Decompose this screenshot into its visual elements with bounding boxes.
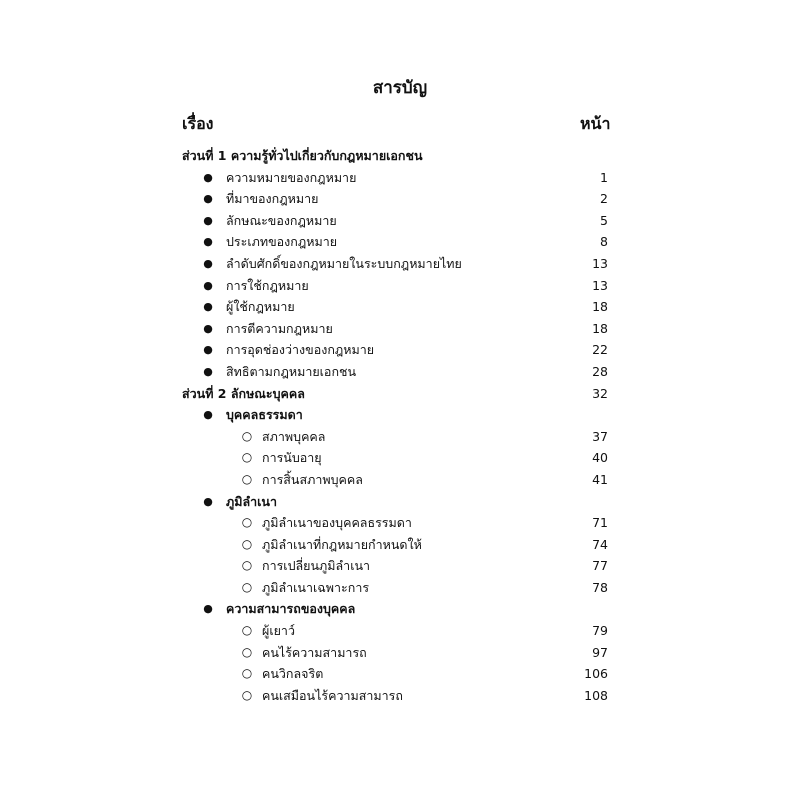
toc-entry-row (0, 598, 800, 620)
hollow-bullet-icon: ○ (241, 644, 253, 659)
filled-bullet-icon: ● (203, 408, 213, 422)
filled-bullet-icon: ● (203, 494, 213, 508)
hollow-bullet-icon: ○ (241, 471, 253, 486)
toc-page-number: 1 (600, 169, 608, 185)
toc-entry-label: คนไร้ความสามารถ (262, 644, 367, 660)
toc-entry-label: การอุดช่องว่างของกฎหมาย (226, 342, 375, 358)
filled-bullet-icon: ● (203, 192, 213, 206)
toc-list (0, 145, 800, 706)
toc-page-number: 8 (600, 234, 608, 250)
toc-entry-label: การเปลี่ยนภูมิลำเนา (262, 558, 371, 574)
toc-entry-row (0, 275, 800, 297)
hollow-bullet-icon: ○ (241, 687, 253, 702)
toc-entry-label: ผู้เยาว์ (262, 623, 295, 639)
hollow-bullet-icon: ○ (241, 450, 253, 465)
toc-entry-label: ผู้ใช้กฎหมาย (226, 299, 295, 315)
toc-entry-row (0, 577, 800, 599)
toc-entry-row (0, 188, 800, 210)
toc-page-number: 78 (592, 579, 608, 595)
filled-bullet-icon: ● (203, 256, 213, 270)
toc-entry-label: บุคคลธรรมดา (226, 407, 303, 423)
filled-bullet-icon: ● (203, 321, 213, 335)
toc-page-number: 18 (592, 299, 608, 315)
toc-entry-label: ความหมายของกฎหมาย (226, 169, 357, 185)
filled-bullet-icon: ● (203, 170, 213, 184)
toc-entry-label: ภูมิลำเนา (226, 493, 277, 509)
header-topic: เรื่อง (182, 114, 214, 133)
hollow-bullet-icon: ○ (241, 623, 253, 638)
filled-bullet-icon: ● (203, 602, 213, 616)
hollow-bullet-icon: ○ (241, 515, 253, 530)
toc-entry-label: ลำดับศักดิ์ของกฎหมายในระบบกฎหมายไทย (226, 255, 462, 271)
toc-entry-label: ลักษณะของกฎหมาย (226, 212, 337, 228)
toc-page-number: 97 (592, 644, 608, 660)
toc-page-number: 18 (592, 320, 608, 336)
toc-entry-label: คนเสมือนไร้ความสามารถ (262, 687, 403, 703)
toc-entry-label: ประเภทของกฎหมาย (226, 234, 338, 250)
toc-entry-label: ภูมิลำเนาเฉพาะการ (262, 579, 370, 595)
toc-entry-row (0, 296, 800, 318)
toc-entry-row (0, 642, 800, 664)
toc-page-number: 71 (592, 515, 608, 531)
toc-entry-label: ส่วนที่ 2 ลักษณะบุคคล (182, 385, 305, 401)
filled-bullet-icon: ● (203, 364, 213, 378)
hollow-bullet-icon: ○ (241, 666, 253, 681)
filled-bullet-icon: ● (203, 235, 213, 249)
hollow-bullet-icon: ○ (241, 536, 253, 551)
toc-entry-row (0, 620, 800, 642)
toc-section-row (0, 145, 800, 167)
toc-page-number: 106 (584, 666, 608, 682)
toc-entry-row (0, 339, 800, 361)
toc-page-number: 79 (592, 623, 608, 639)
toc-entry-row (0, 447, 800, 469)
toc-entry-label: การตีความกฎหมาย (226, 320, 333, 336)
toc-page-number: 22 (592, 342, 608, 358)
toc-entry-row (0, 361, 800, 383)
toc-entry-label: ความสามารถของบุคคล (226, 601, 356, 617)
toc-page-number: 40 (592, 450, 608, 466)
toc-entry-label: สิทธิตามกฎหมายเอกชน (226, 363, 357, 379)
toc-entry-label: ภูมิลำเนาของบุคคลธรรมดา (262, 515, 412, 531)
toc-entry-label: การสิ้นสภาพบุคคล (262, 471, 363, 487)
toc-entry-row (0, 318, 800, 340)
toc-entry-row (0, 663, 800, 685)
toc-entry-row (0, 231, 800, 253)
toc-entry-row (0, 555, 800, 577)
toc-page-number: 28 (592, 363, 608, 379)
toc-entry-row (0, 404, 800, 426)
filled-bullet-icon: ● (203, 300, 213, 314)
toc-page-number: 37 (592, 428, 608, 444)
toc-entry-label: ที่มาของกฎหมาย (226, 191, 319, 207)
toc-entry-row (0, 253, 800, 275)
toc-entry-label: คนวิกลจริต (262, 666, 324, 682)
toc-entry-row (0, 512, 800, 534)
toc-entry-label: ภูมิลำเนาที่กฎหมายกำหนดให้ (262, 536, 422, 552)
toc-entry-label: ส่วนที่ 1 ความรู้ทั่วไปเกี่ยวกับกฎหมายเอกชน (182, 148, 423, 163)
toc-entry-row (0, 534, 800, 556)
toc-section-row (0, 383, 800, 405)
toc-entry-row (0, 167, 800, 189)
toc-entry-row (0, 426, 800, 448)
toc-title: สารบัญ (372, 78, 428, 98)
hollow-bullet-icon: ○ (241, 428, 253, 443)
toc-entry-label: สภาพบุคคล (262, 428, 326, 444)
toc-page-number: 32 (592, 385, 608, 401)
toc-page-number: 108 (584, 687, 608, 703)
toc-entry-label: การนับอายุ (262, 450, 322, 466)
hollow-bullet-icon: ○ (241, 558, 253, 573)
toc-entry-row (0, 469, 800, 491)
toc-entry-label: การใช้กฎหมาย (226, 277, 309, 293)
toc-page-number: 13 (592, 277, 608, 293)
toc-page-number: 5 (600, 212, 608, 228)
toc-entry-row (0, 685, 800, 707)
toc-page-number: 77 (592, 558, 608, 574)
toc-entry-row (0, 210, 800, 232)
toc-page-number: 2 (600, 191, 608, 207)
toc-page-number: 13 (592, 255, 608, 271)
header-page: หน้า (580, 114, 611, 133)
filled-bullet-icon: ● (203, 343, 213, 357)
hollow-bullet-icon: ○ (241, 579, 253, 594)
toc-page-number: 41 (592, 471, 608, 487)
filled-bullet-icon: ● (203, 278, 213, 292)
toc-page-number: 74 (592, 536, 608, 552)
toc-entry-row (0, 491, 800, 513)
filled-bullet-icon: ● (203, 213, 213, 227)
